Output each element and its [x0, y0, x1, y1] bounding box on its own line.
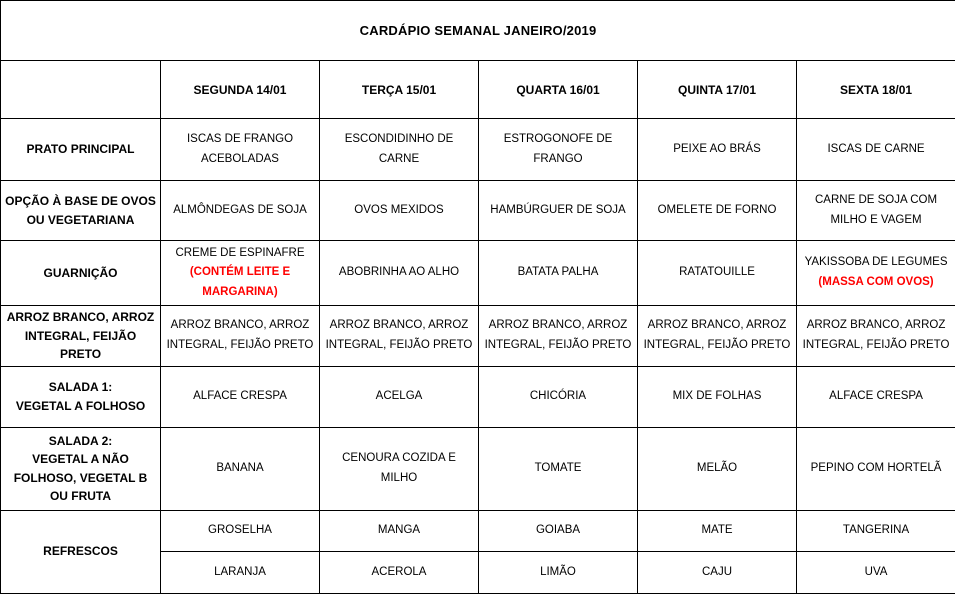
- menu-cell: HAMBÚRGUER DE SOJA: [479, 181, 638, 241]
- menu-item-text: YAKISSOBA DE LEGUMES: [800, 253, 952, 273]
- corner-empty-cell: [1, 61, 161, 119]
- menu-cell: PEPINO COM HORTELÃ: [797, 427, 955, 510]
- row-label: SALADA 2: VEGETAL A NÃO FOLHOSO, VEGETAL B OU FRUTA: [1, 427, 161, 510]
- menu-cell: ISCAS DE FRANGO ACEBOLADAS: [161, 119, 320, 181]
- menu-cell: ISCAS DE CARNE: [797, 119, 955, 181]
- allergen-note: (CONTÉM LEITE E MARGARINA): [164, 263, 316, 302]
- menu-cell: [797, 241, 955, 306]
- menu-cell: ESCONDIDINHO DE CARNE: [320, 119, 479, 181]
- menu-cell: UVA: [797, 551, 955, 593]
- menu-cell: BANANA: [161, 427, 320, 510]
- row-guarnicao: [1, 241, 955, 306]
- menu-cell: MIX DE FOLHAS: [638, 366, 797, 427]
- menu-cell: TANGERINA: [797, 510, 955, 551]
- row-label: REFRESCOS: [1, 510, 161, 593]
- menu-cell: OVOS MEXIDOS: [320, 181, 479, 241]
- row-label: ARROZ BRANCO, ARROZ INTEGRAL, FEIJÃO PRETO: [1, 306, 161, 367]
- menu-cell: MANGA: [320, 510, 479, 551]
- menu-cell: LIMÃO: [479, 551, 638, 593]
- menu-cell: ARROZ BRANCO, ARROZ INTEGRAL, FEIJÃO PRETO: [161, 306, 320, 367]
- menu-item-text: CREME DE ESPINAFRE: [164, 244, 316, 264]
- menu-cell: ARROZ BRANCO, ARROZ INTEGRAL, FEIJÃO PRETO: [638, 306, 797, 367]
- day-header-quarta: QUARTA 16/01: [479, 61, 638, 119]
- menu-cell: CHICÓRIA: [479, 366, 638, 427]
- day-header-quinta: QUINTA 17/01: [638, 61, 797, 119]
- row-label: GUARNIÇÃO: [1, 241, 161, 306]
- menu-cell: MELÃO: [638, 427, 797, 510]
- menu-item-text: BATATA PALHA: [482, 263, 634, 283]
- day-header-sexta: SEXTA 18/01: [797, 61, 955, 119]
- menu-cell: CARNE DE SOJA COM MILHO E VAGEM: [797, 181, 955, 241]
- menu-cell: ALFACE CRESPA: [797, 366, 955, 427]
- title-row: [1, 1, 955, 61]
- menu-cell: ARROZ BRANCO, ARROZ INTEGRAL, FEIJÃO PRETO: [479, 306, 638, 367]
- menu-item-text: ABOBRINHA AO ALHO: [323, 263, 475, 283]
- menu-cell: GOIABA: [479, 510, 638, 551]
- menu-cell: ALMÔNDEGAS DE SOJA: [161, 181, 320, 241]
- row-label: PRATO PRINCIPAL: [1, 119, 161, 181]
- row-opcao-ovos-vegetariana: [1, 181, 955, 241]
- menu-cell: CENOURA COZIDA E MILHO: [320, 427, 479, 510]
- menu-cell: ESTROGONOFE DE FRANGO: [479, 119, 638, 181]
- menu-cell: PEIXE AO BRÁS: [638, 119, 797, 181]
- row-salada-2: [1, 427, 955, 510]
- page-title: CARDÁPIO SEMANAL JANEIRO/2019: [1, 1, 955, 61]
- menu-cell: [638, 241, 797, 306]
- menu-cell: [320, 241, 479, 306]
- menu-cell: CAJU: [638, 551, 797, 593]
- row-label: OPÇÃO À BASE DE OVOS OU VEGETARIANA: [1, 181, 161, 241]
- menu-cell: [479, 241, 638, 306]
- menu-cell: GROSELHA: [161, 510, 320, 551]
- menu-cell: [161, 241, 320, 306]
- row-label: SALADA 1: VEGETAL A FOLHOSO: [1, 366, 161, 427]
- menu-cell: ACEROLA: [320, 551, 479, 593]
- menu-cell: TOMATE: [479, 427, 638, 510]
- row-prato-principal: [1, 119, 955, 181]
- menu-cell: ARROZ BRANCO, ARROZ INTEGRAL, FEIJÃO PRETO: [797, 306, 955, 367]
- row-refrescos-1: [1, 510, 955, 551]
- day-header-terca: TERÇA 15/01: [320, 61, 479, 119]
- row-salada-1: [1, 366, 955, 427]
- header-row: [1, 61, 955, 119]
- menu-cell: ALFACE CRESPA: [161, 366, 320, 427]
- day-header-segunda: SEGUNDA 14/01: [161, 61, 320, 119]
- menu-cell: LARANJA: [161, 551, 320, 593]
- menu-cell: OMELETE DE FORNO: [638, 181, 797, 241]
- menu-item-text: RATATOUILLE: [641, 263, 793, 283]
- allergen-note: (MASSA COM OVOS): [800, 273, 952, 293]
- row-arroz-feijao: [1, 306, 955, 367]
- menu-cell: ARROZ BRANCO, ARROZ INTEGRAL, FEIJÃO PRETO: [320, 306, 479, 367]
- menu-cell: MATE: [638, 510, 797, 551]
- menu-cell: ACELGA: [320, 366, 479, 427]
